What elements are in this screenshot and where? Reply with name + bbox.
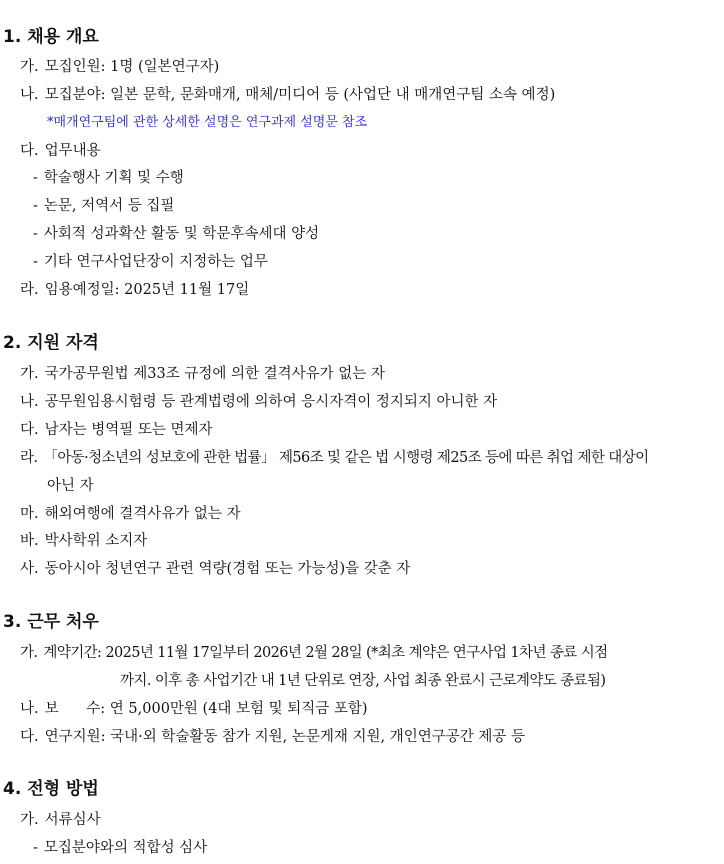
list-item-text: 해외여행에 결격사유가 없는 자 bbox=[44, 506, 241, 522]
list-item-continuation: 까지. 이후 총 사업기간 내 1년 단위로 연장, 사업 최종 완료시 근로계약도 종료됨) bbox=[120, 673, 606, 689]
sub-list-item-text: 기타 연구사업단장이 지정하는 업무 bbox=[43, 254, 268, 270]
list-marker: 가. bbox=[20, 59, 39, 75]
dash-marker: - bbox=[33, 254, 38, 270]
list-item-text: 박사학위 소지자 bbox=[44, 533, 148, 549]
list-item-text: 남자는 병역필 또는 면제자 bbox=[44, 422, 213, 438]
sub-list-item-text: 학술행사 기획 및 수행 bbox=[43, 170, 184, 186]
sub-list-item bbox=[33, 168, 184, 188]
sub-list-item bbox=[33, 838, 207, 858]
list-item bbox=[20, 531, 147, 551]
list-item bbox=[20, 280, 249, 300]
list-marker: 바. bbox=[20, 533, 39, 549]
list-item bbox=[20, 85, 555, 105]
dash-marker: - bbox=[33, 840, 38, 856]
list-item-continuation: 아닌 자 bbox=[47, 478, 94, 494]
list-item bbox=[20, 643, 608, 663]
list-item bbox=[20, 448, 649, 468]
sub-list-item-text: 논문, 저역서 등 집필 bbox=[43, 198, 175, 214]
section-title: 4. 전형 방법 bbox=[3, 779, 99, 799]
section-title: 3. 근무 처우 bbox=[3, 612, 99, 632]
list-marker: 다. bbox=[20, 143, 39, 159]
list-item-text: 모집분야: 일본 문학, 문화매개, 매체/미디어 등 (사업단 내 매개연구팀 소속 예정) bbox=[44, 87, 556, 103]
dash-marker: - bbox=[33, 226, 38, 242]
list-item bbox=[20, 727, 525, 747]
list-marker: 나. bbox=[20, 87, 39, 103]
list-item bbox=[20, 57, 219, 77]
list-item-text: 업무내용 bbox=[44, 143, 101, 159]
list-marker: 가. bbox=[20, 645, 38, 661]
section-title: 2. 지원 자격 bbox=[3, 333, 99, 353]
list-item bbox=[20, 504, 241, 524]
sub-list-item bbox=[33, 224, 319, 244]
list-item bbox=[20, 559, 410, 579]
list-item bbox=[20, 810, 101, 830]
list-item-text: 「아동·청소년의 성보호에 관한 법률」 제56조 및 같은 법 시행령 제25조 등에 따른 취업 제한 대상이 bbox=[43, 450, 649, 466]
list-item bbox=[20, 699, 368, 719]
list-item-text: 보 수: 연 5,000만원 (4대 보험 및 퇴직금 포함) bbox=[44, 701, 368, 717]
dash-marker: - bbox=[33, 170, 38, 186]
list-item-text: 계약기간: 2025년 11월 17일부터 2026년 2월 28일 (*최초 계약은 연구사업 1차년 종료 시점 bbox=[43, 645, 608, 661]
sub-list-item-text: 모집분야와의 적합성 심사 bbox=[43, 840, 208, 856]
list-marker: 라. bbox=[20, 282, 39, 298]
list-item bbox=[20, 141, 101, 161]
list-marker: 가. bbox=[20, 366, 39, 382]
list-item-text: 국가공무원법 제33조 규정에 의한 결격사유가 없는 자 bbox=[44, 366, 385, 382]
list-item bbox=[20, 364, 385, 384]
list-marker: 나. bbox=[20, 394, 39, 410]
sub-list-item bbox=[33, 252, 268, 272]
list-marker: 다. bbox=[20, 729, 39, 745]
list-item-text: 동아시아 청년연구 관련 역량(경험 또는 가능성)을 갖춘 자 bbox=[44, 561, 411, 577]
list-marker: 나. bbox=[20, 701, 39, 717]
list-marker: 가. bbox=[20, 812, 39, 828]
sub-list-item bbox=[33, 196, 174, 216]
sub-list-item-text: 사회적 성과확산 활동 및 학문후속세대 양성 bbox=[43, 226, 320, 242]
list-item bbox=[20, 392, 497, 412]
list-item-text: 임용예정일: 2025년 11월 17일 bbox=[44, 282, 250, 298]
list-item-text: 모집인원: 1명 (일본연구자) bbox=[44, 59, 220, 75]
section-title: 1. 채용 개요 bbox=[3, 27, 99, 47]
list-item-text: 연구지원: 국내·외 학술활동 참가 지원, 논문게재 지원, 개인연구공간 제공 등 bbox=[44, 729, 526, 745]
list-item bbox=[20, 420, 213, 440]
list-marker: 다. bbox=[20, 422, 39, 438]
dash-marker: - bbox=[33, 198, 38, 214]
list-marker: 마. bbox=[20, 506, 39, 522]
list-item-text: 공무원임용시험령 등 관계법령에 의하여 응시자격이 정지되지 아니한 자 bbox=[44, 394, 498, 410]
list-item-text: 서류심사 bbox=[44, 812, 101, 828]
list-marker: 사. bbox=[20, 561, 39, 577]
list-marker: 라. bbox=[20, 450, 38, 466]
note-text: *매개연구팀에 관한 상세한 설명은 연구과제 설명문 참조 bbox=[47, 115, 368, 130]
